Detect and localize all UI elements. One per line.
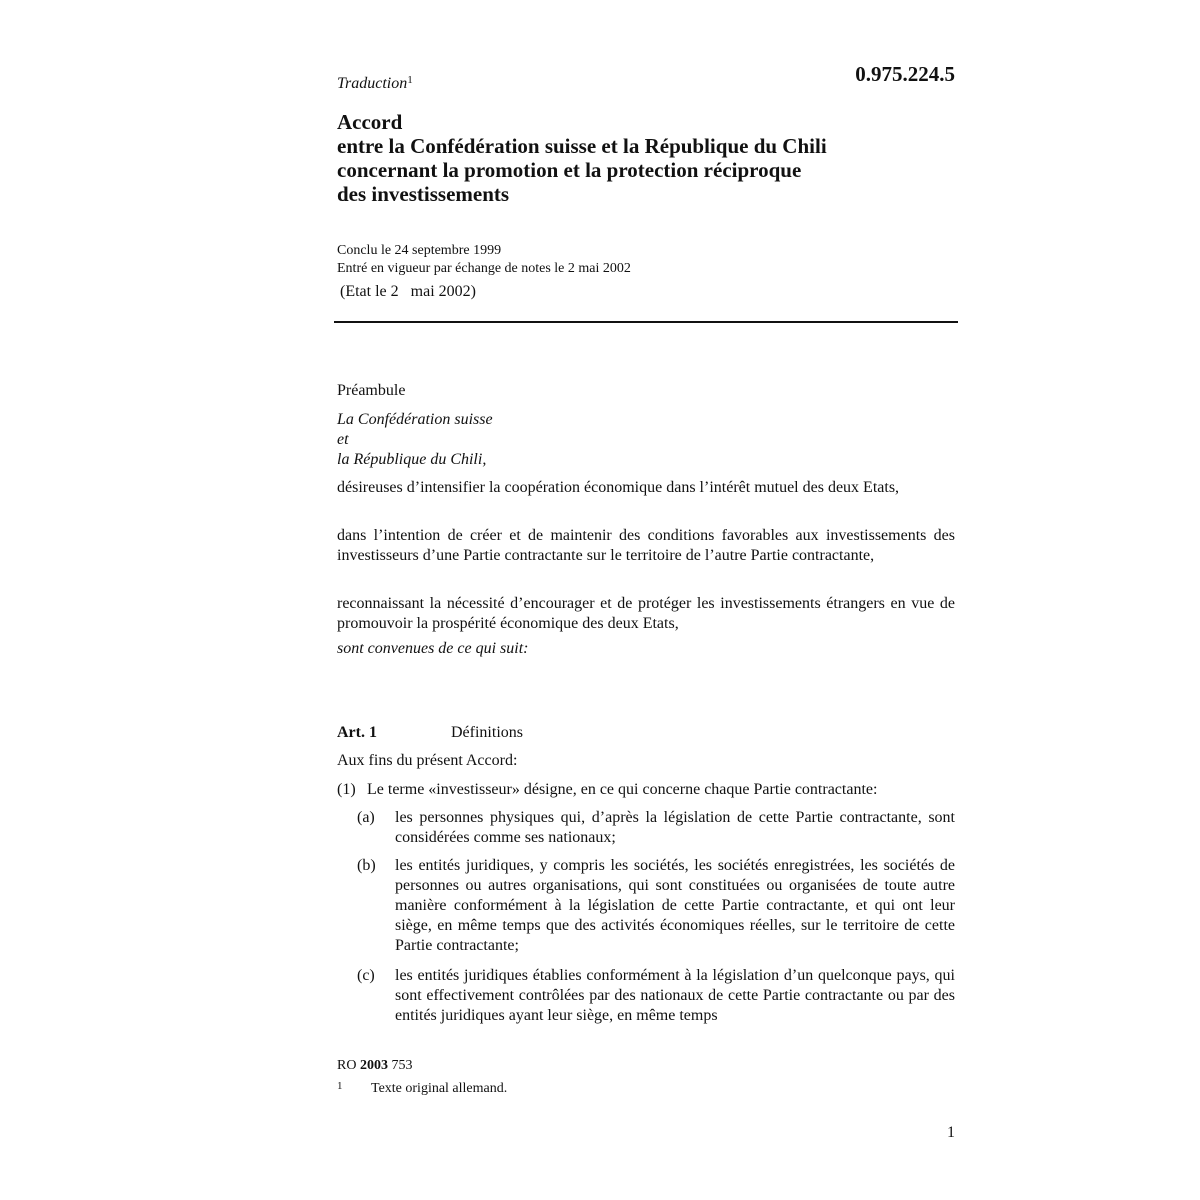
article-number: Art. 1 [337,724,377,741]
footnote [337,1080,507,1097]
preamble-paragraph: dans l’intention de créer et de maintenir des conditions favorables aux investissements des investisseurs d’une Partie contractante sur le territoire de l’autre Partie contractante, [337,527,955,564]
article-subitem [357,808,955,848]
title-line: des investissements [337,182,510,206]
date-block [337,242,631,278]
header-divider [334,321,958,323]
title-line: Accord [337,110,403,134]
article-item [337,780,955,800]
preamble-paragraph: reconnaissant la nécessité d’encourager et de protéger les investissements étrangers en vue de promouvoir la prospérité économique des deux Etats, [337,595,955,632]
item-label: (1) [337,781,356,798]
subitem-text: les entités juridiques établies conformément à la législation d’un quelconque pays, qui sont effectivement contrôlées par des nationaux de cette Partie contractante ou par des entités juridiques ayant leur siège, en même temps [395,967,955,1024]
status-date: (Etat le 2 mai 2002) [340,283,476,300]
article-title: Définitions [451,724,523,741]
footnote-reference[interactable]: 1 [407,74,413,86]
item-text: Le terme «investisseur» désigne, en ce qui concerne chaque Partie contractante: [367,781,878,798]
subitem-label: (b) [357,857,376,874]
title-line: concernant la promotion et la protection réciproque [337,158,802,182]
subitem-text: les entités juridiques, y compris les sociétés, les sociétés enregistrées, les sociétés de personnes ou autres organisations, qui sont constituées ou organisées de toute autre manière conformément à la législation de cette Partie contractante, et qui ont leur siège, en même temps que des activités économiques réelles, sur le territoire de cette Partie contractante; [395,857,955,954]
footnote-text: Texte original allemand. [371,1081,508,1096]
title-line: entre la Confédération suisse et la République du Chili [337,134,827,158]
document-title [337,110,937,206]
concluded-date: Conclu le 24 septembre 1999 [337,243,502,258]
official-collection-reference: RO 2003 753 [337,1058,413,1073]
in-force-date: Entré en vigueur par échange de notes le 2 mai 2002 [337,261,631,276]
preamble-heading: Préambule [337,382,406,399]
party-conjunction: et [337,431,349,448]
translation-label: Traduction$^1$ [337,74,413,92]
party-2: la République du Chili, [337,451,487,468]
article-intro: Aux fins du présent Accord: [337,752,518,769]
article-heading [337,724,523,742]
subitem-label: (c) [357,967,375,984]
party-1: La Confédération suisse [337,411,493,428]
page-number: 1 [947,1124,955,1141]
subitem-text: les personnes physiques qui, d’après la législation de cette Partie contractante, sont considérées comme ses nationaux; [395,809,955,846]
preamble-paragraph: désireuses d’intensifier la coopération économique dans l’intérêt mutuel des deux Etats, [337,479,900,496]
sr-number: 0.975.224.5 [855,62,955,86]
subitem-label: (a) [357,809,375,826]
footnote-number: 1 [337,1080,343,1092]
article-subitem [357,856,955,956]
preamble-parties [337,410,493,470]
article-subitem [357,966,955,1026]
preamble-closing: sont convenues de ce qui suit: [337,640,529,657]
